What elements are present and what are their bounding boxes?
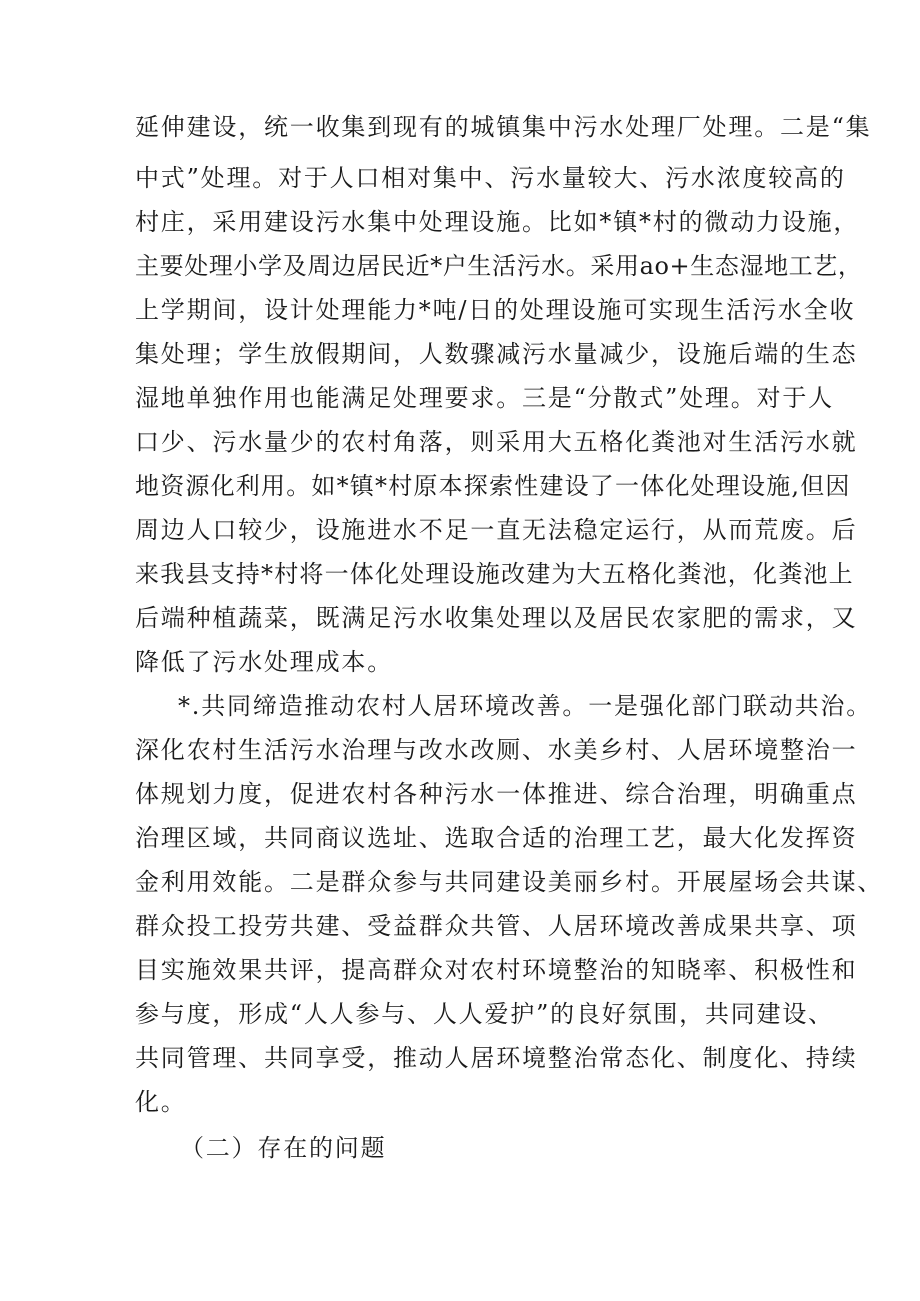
text-line: 化。 (135, 1088, 187, 1116)
text-line: 参与度，形成“人人参与、人人爱护”的良好氛围，共同建设、 (135, 1000, 834, 1028)
text-line: 口少、污水量少的农村角落，则采用大五格化粪池对生活污水就 (135, 428, 858, 456)
section-heading: （二）存在的问题 (180, 1134, 387, 1162)
text-line: 共同管理、共同享受，推动人居环境整治常态化、制度化、持续 (135, 1044, 858, 1072)
text-line: 来我县支持*村将一体化处理设施改建为大五格化粪池，化粪池上 (135, 560, 854, 588)
text-line: 后端种植蔬菜，既满足污水收集处理以及居民农家肥的需求，又 (135, 604, 858, 632)
text-line: *.共同缔造推动农村人居环境改善。一是强化部门联动共治。 (178, 692, 873, 720)
text-line: 降低了污水处理成本。 (135, 648, 393, 676)
text-line: 体规划力度，促进农村各种污水一体推进、综合治理，明确重点 (135, 780, 858, 808)
text-line: 群众投工投劳共建、受益群众共管、人居环境改善成果共享、项 (135, 912, 858, 940)
text-line: 延伸建设，统一收集到现有的城镇集中污水处理厂处理。二是“集 (135, 113, 872, 141)
text-line: 村庄，采用建设污水集中处理设施。比如*镇*村的微动力设施， (135, 208, 860, 236)
text-line: 集处理；学生放假期间，人数骤减污水量减少，设施后端的生态 (135, 340, 858, 368)
text-line: 金利用效能。二是群众参与共同建设美丽乡村。开展屋场会共谋、 (135, 868, 884, 896)
text-line: 目实施效果共评，提高群众对农村环境整治的知晓率、积极性和 (135, 956, 858, 984)
text-line: 深化农村生活污水治理与改水改厕、水美乡村、人居环境整治一 (135, 736, 858, 764)
text-line: 上学期间，设计处理能力*吨/日的处理设施可实现生活污水全收 (135, 296, 856, 324)
text-line: 主要处理小学及周边居民近*户生活污水。采用ao+生态湿地工艺， (135, 252, 863, 280)
text-line: 地资源化利用。如*镇*村原本探索性建设了一体化处理设施,但因 (135, 472, 851, 500)
text-line: 中式”处理。对于人口相对集中、污水量较大、污水浓度较高的 (135, 164, 846, 192)
text-line: 周边人口较少，设施进水不足一直无法稳定运行，从而荒废。后 (135, 516, 858, 544)
text-line: 湿地单独作用也能满足处理要求。三是“分散式”处理。对于人 (135, 384, 834, 412)
text-line: 治理区域，共同商议选址、选取合适的治理工艺，最大化发挥资 (135, 824, 858, 852)
